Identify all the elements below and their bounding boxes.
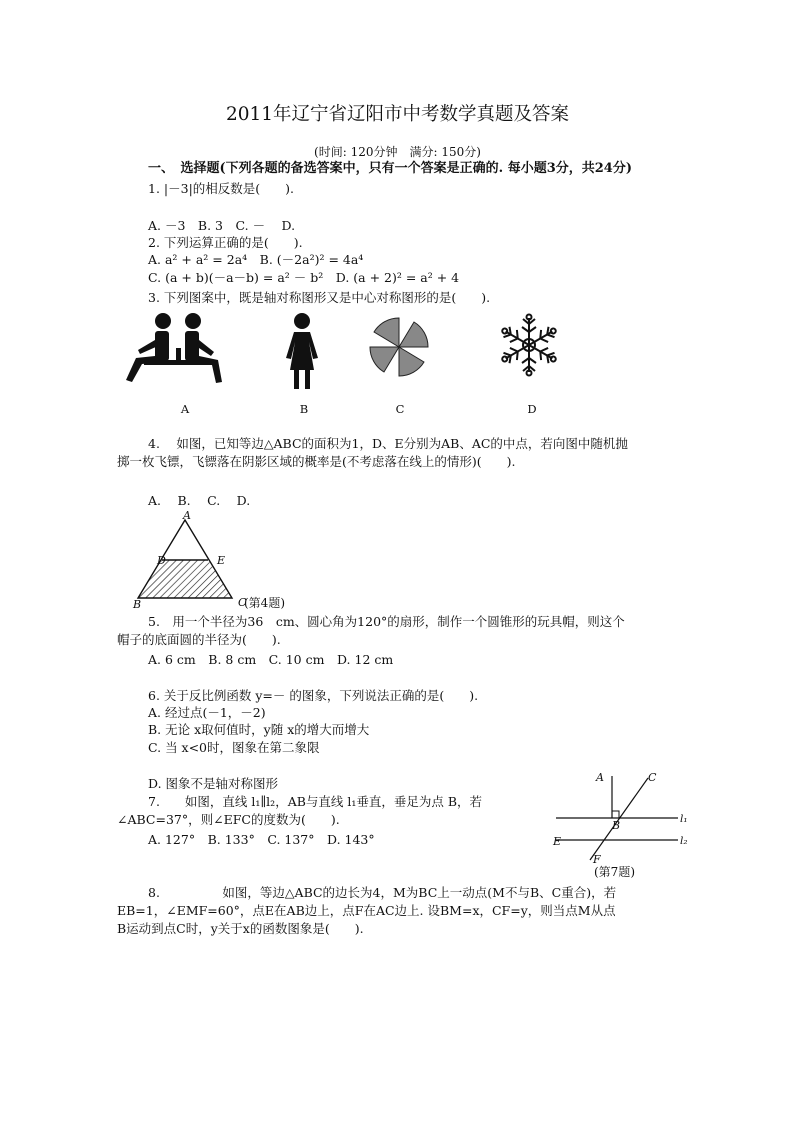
page-title: 2011年辽宁省辽阳市中考数学真题及答案 [225, 104, 570, 125]
q4-label-b: B [133, 598, 142, 611]
q4-label-d: D [157, 554, 166, 567]
q2-options-ab: A. a² + a² = 2a⁴ B. (－2a²)² = 4a⁴ [148, 252, 364, 267]
q3-stem: 3. 下列图案中，既是轴对称图形又是中心对称图形的是( ). [148, 290, 491, 305]
q7-options: A. 127° B. 133° C. 137° D. 143° [148, 832, 375, 847]
q8-stem-line1: 8. 如图，等边△ABC的边长为4，M为BC上一动点(M不与B、C重合)，若 [148, 885, 617, 900]
q8-stem-line2: EB=1，∠EMF=60°，点E在AB边上，点F在AC边上. 设BM=x，CF=y，则当点M从点 [117, 903, 616, 918]
q7-stem-line1: 7. 如图，直线 l₁∥l₂，AB与直线 l₁垂直，垂足为点 B，若 [148, 794, 483, 809]
q4-stem-line1: 4. 如图，已知等边△ABC的面积为1，D、E分别为AB、AC的中点，若向图中随机抛 [148, 436, 628, 451]
q5-stem-line1: 5. 用一个半径为36 cm、圆心角为120°的扇形，制作一个圆锥形的玩具帽，则这个 [148, 614, 625, 629]
q4-stem-line2: 掷一枚飞镖，飞镖落在阴影区域的概率是(不考虑落在线上的情形)( ). [117, 454, 516, 469]
section-heading: 一、 选择题(下列各题的备选答案中，只有一个答案是正确的. 每小题3分，共24分) [148, 161, 632, 176]
q7-label-c: C [648, 771, 657, 784]
q4-label-e: E [217, 554, 226, 567]
q4-options: A. B. C. D. [148, 493, 251, 508]
q6-option-c: C. 当 x<0时，图象在第二象限 [148, 740, 320, 755]
q3-label-d: D [527, 402, 537, 416]
q7-figure-parallel-lines [552, 770, 692, 866]
q8-stem-line3: B运动到点C时，y关于x的函数图象是( ). [117, 921, 364, 936]
q7-label-l1: l₁ [680, 813, 688, 825]
q5-stem-line2: 帽子的底面圆的半径为( ). [117, 632, 281, 647]
q3-figure-d-snowflake [496, 312, 562, 378]
q2-stem: 2. 下列运算正确的是( ). [148, 235, 303, 250]
q4-caption: (第4题) [244, 596, 285, 610]
q7-label-a: A [596, 771, 604, 784]
q6-option-d: D. 图象不是轴对称图形 [148, 776, 279, 791]
q3-label-c: C [395, 402, 405, 416]
q7-label-b: B [612, 819, 621, 832]
q3-label-a: A [180, 402, 190, 416]
exam-meta: (时间: 120分钟 满分: 150分) [314, 145, 481, 159]
q6-option-a: A. 经过点(－1，－2) [148, 705, 266, 720]
q7-caption: (第7题) [594, 865, 635, 879]
q7-label-l2: l₂ [680, 835, 688, 847]
q3-figure-b-woman [282, 312, 322, 392]
q4-label-a: A [183, 509, 191, 522]
q4-label-c: C [238, 596, 247, 609]
q7-stem-line2: ∠ABC=37°，则∠EFC的度数为( ). [117, 812, 340, 827]
q7-label-f: F [593, 853, 601, 866]
q6-option-b: B. 无论 x取何值时，y随 x的增大而增大 [148, 722, 370, 737]
q3-figure-a-seated-people [118, 308, 238, 388]
q3-label-b: B [299, 402, 309, 416]
q2-options-cd: C. (a + b)(－a－b) = a² － b² D. (a + 2)² = a² + 4 [148, 270, 460, 285]
q3-figure-c-pinwheel [366, 316, 432, 378]
q1-stem: 1. |－3|的相反数是( ). [148, 181, 295, 196]
q5-options: A. 6 cm B. 8 cm C. 10 cm D. 12 cm [148, 652, 394, 667]
q6-stem: 6. 关于反比例函数 y=－ 的图象，下列说法正确的是( ). [148, 688, 479, 703]
q7-label-e: E [553, 835, 562, 848]
q1-options: A. －3 B. 3 C. － D. [148, 218, 296, 233]
